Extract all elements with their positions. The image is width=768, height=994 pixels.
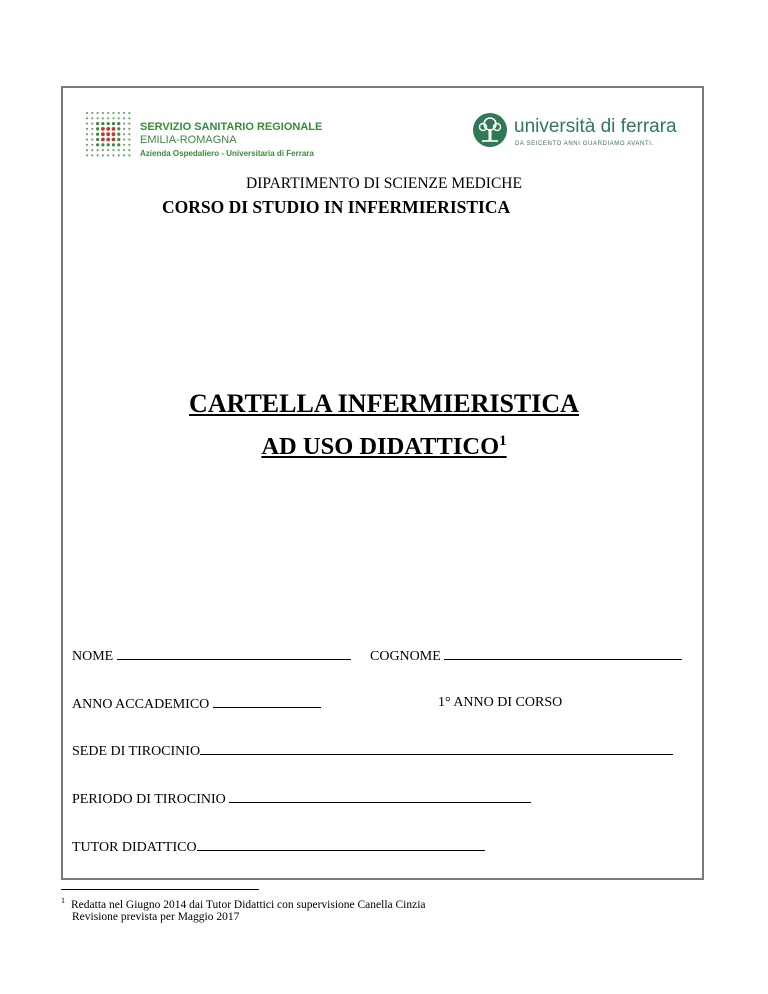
footnote-line1 xyxy=(61,896,426,911)
cognome-field[interactable] xyxy=(370,647,682,665)
unife-motto: DA SEICENTO ANNI GUARDIAMO AVANTI. xyxy=(515,141,654,147)
sede-field[interactable] xyxy=(72,742,673,760)
tree-icon xyxy=(472,112,508,148)
ssr-logo-line3: Azienda Ospedaliero - Universitaria di Ferrara xyxy=(140,149,314,158)
anno-corso-text: 1° ANNO DI CORSO xyxy=(438,695,563,710)
document-subtitle-text: AD USO DIDATTICO xyxy=(261,433,500,460)
periodo-blank[interactable] xyxy=(229,790,531,803)
document-title: CARTELLA INFERMIERISTICA xyxy=(189,389,579,418)
periodo-field[interactable] xyxy=(72,790,531,808)
ssr-logo xyxy=(84,110,344,160)
anno-accademico-field[interactable] xyxy=(72,695,321,713)
sede-blank[interactable] xyxy=(200,742,673,755)
unife-name: università di ferrara xyxy=(514,116,677,137)
tutor-label: TUTOR DIDATTICO xyxy=(72,840,197,855)
nome-label: NOME xyxy=(72,649,114,664)
ssr-logo-line2: EMILIA-ROMAGNA xyxy=(140,134,237,146)
ssr-logo-text xyxy=(140,121,322,160)
nome-field[interactable] xyxy=(72,647,351,665)
cognome-label: COGNOME xyxy=(370,649,441,664)
unife-logo xyxy=(472,112,692,156)
sede-label: SEDE DI TIROCINIO xyxy=(72,744,201,759)
cognome-blank[interactable] xyxy=(444,647,682,660)
tutor-field[interactable] xyxy=(72,838,485,856)
anno-accademico-blank[interactable] xyxy=(213,695,321,708)
department-heading: DIPARTIMENTO DI SCIENZE MEDICHE xyxy=(246,175,522,192)
footnote-separator xyxy=(61,889,259,890)
dot-grid-icon xyxy=(84,110,132,158)
nome-blank[interactable] xyxy=(117,647,351,660)
footnote-ref: 1 xyxy=(499,432,507,449)
ssr-logo-line1: SERVIZIO SANITARIO REGIONALE xyxy=(140,121,323,133)
footnote-line2: Revisione prevista per Maggio 2017 xyxy=(72,911,240,923)
footnote-marker: 1 xyxy=(61,896,65,905)
footnote-text1: Redatta nel Giugno 2014 dai Tutor Didattici con supervisione Canella Cinzia xyxy=(71,898,426,911)
tutor-blank[interactable] xyxy=(197,838,485,851)
document-subtitle xyxy=(0,433,768,461)
anno-accademico-label: ANNO ACCADEMICO xyxy=(72,697,210,712)
course-heading: CORSO DI STUDIO IN INFERMIERISTICA xyxy=(162,197,511,217)
periodo-label: PERIODO DI TIROCINIO xyxy=(72,792,226,807)
